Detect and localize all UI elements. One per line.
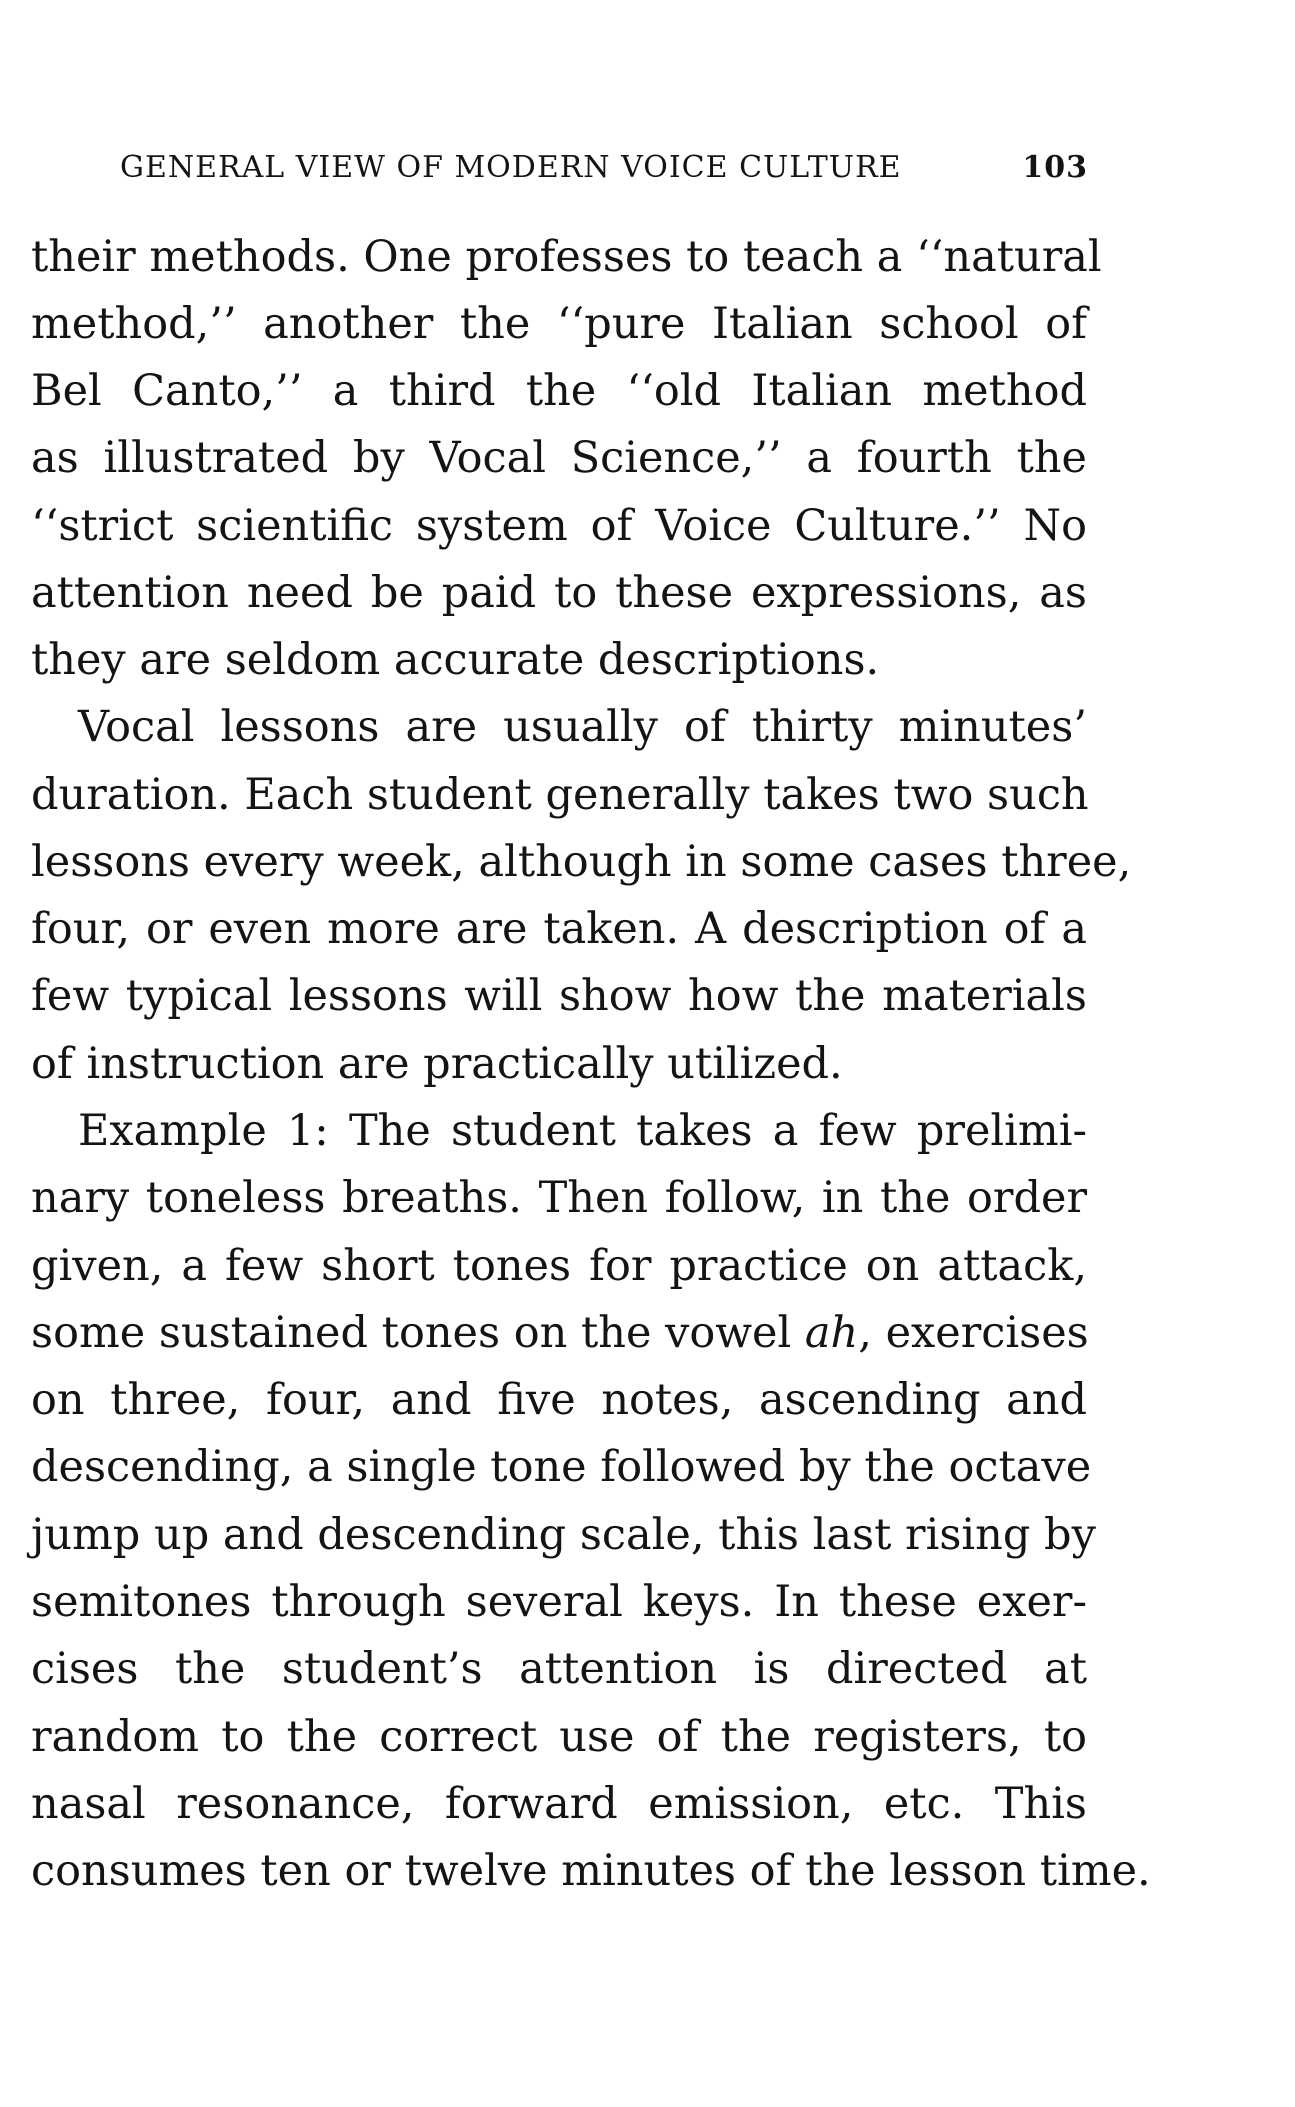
- text-segment: some sustained tones on the vowel: [31, 1308, 792, 1358]
- text-line: four, or even more are taken. A description of a: [31, 904, 1087, 954]
- text-line: of instruction are practically utilized.: [31, 1039, 843, 1089]
- text-line: given, a few short tones for practice on attack,: [31, 1241, 1087, 1291]
- text-line: method,’’ another the ‘‘pure Italian school of: [31, 299, 1087, 349]
- text-line: duration. Each student generally takes two such: [31, 770, 1089, 820]
- text-line: attention need be paid to these expressions, as: [31, 568, 1087, 618]
- text-line: semitones through several keys. In these exer-: [31, 1577, 1087, 1627]
- text-line: few typical lessons will show how the materials: [31, 971, 1087, 1021]
- page-number: 103: [1022, 150, 1088, 185]
- text-line: jump up and descending scale, this last rising by: [31, 1510, 1096, 1560]
- text-line: random to the correct use of the registers, to: [31, 1712, 1087, 1762]
- text-line: consumes ten or twelve minutes of the lesson time.: [31, 1846, 1151, 1896]
- text-line: Example 1: The student takes a few prelimi-: [78, 1106, 1087, 1156]
- text-line: on three, four, and five notes, ascending and: [31, 1375, 1087, 1425]
- text-line: cises the student’s attention is directed at: [31, 1644, 1087, 1694]
- text-line-with-italic: [31, 1303, 1087, 1363]
- text-line: nary toneless breaths. Then follow, in the order: [31, 1173, 1087, 1223]
- text-line: as illustrated by Vocal Science,’’ a fourth the: [31, 433, 1087, 483]
- text-line: their methods. One professes to teach a ‘‘natural: [31, 232, 1102, 282]
- running-head: [120, 150, 1088, 190]
- text-line: lessons every week, although in some cases three,: [31, 837, 1132, 887]
- italic-word: ah: [804, 1308, 859, 1358]
- text-line: nasal resonance, forward emission, etc. This: [31, 1779, 1087, 1829]
- text-line: they are seldom accurate descriptions.: [31, 635, 880, 685]
- text-line: ‘‘strict scientific system of Voice Culture.’’ No: [31, 501, 1087, 551]
- running-head-title: GENERAL VIEW OF MODERN VOICE CULTURE: [120, 150, 902, 185]
- text-line: descending, a single tone followed by the octave: [31, 1442, 1092, 1492]
- text-line: Bel Canto,’’ a third the ‘‘old Italian method: [31, 366, 1087, 416]
- text-segment: , exercises: [858, 1308, 1089, 1358]
- text-line: Vocal lessons are usually of thirty minutes’: [78, 702, 1087, 752]
